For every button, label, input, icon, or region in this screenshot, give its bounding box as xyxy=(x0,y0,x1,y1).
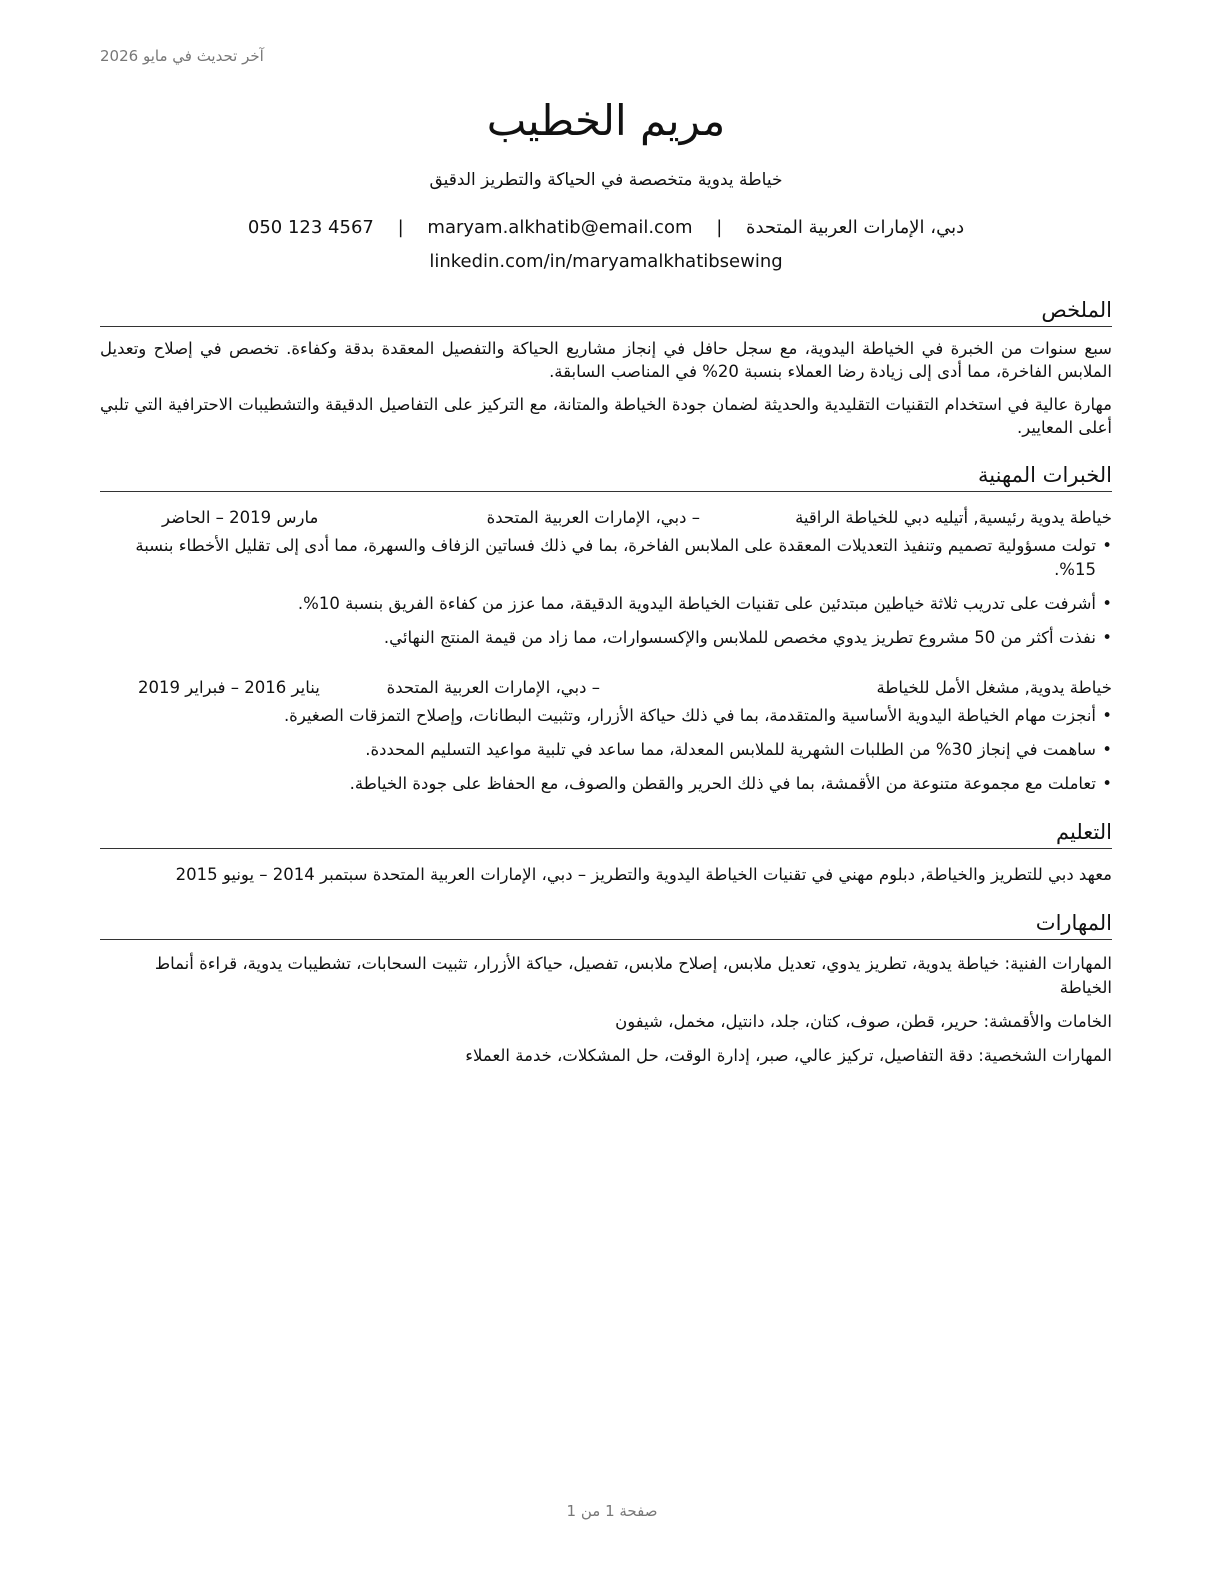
job-location: – دبي، الإمارات العربية المتحدة xyxy=(486,508,700,527)
summary-paragraph: مهارة عالية في استخدام التقنيات التقليدية والحديثة لضمان جودة الخياطة والمتانة، مع التركيز على التفاصيل الدقيقة والتشطيبات الاحترافية التي تلبي أعلى المعايير. xyxy=(100,395,1112,437)
job-bullet: • نفذت أكثر من 50 مشروع تطريز يدوي مخصص للملابس والإكسسوارات، مما زاد من قيمة المنتج النهائي. xyxy=(100,626,1112,650)
page-number: صفحة 1 من 1 xyxy=(566,1502,658,1520)
contact-separator: | xyxy=(397,217,404,238)
job-bullet: • تعاملت مع مجموعة متنوعة من الأقمشة، بما في ذلك الحرير والقطن والصوف، مع الحفاظ على جودة الخياطة. xyxy=(100,772,1112,796)
job-bullet: • أنجزت مهام الخياطة اليدوية الأساسية والمتقدمة، بما في ذلك حياكة الأزرار، وتثبيت البطانات، وإصلاح التمزقات الصغيرة. xyxy=(100,704,1112,728)
job-entry xyxy=(100,506,1112,650)
resume-content xyxy=(100,92,1112,1068)
experience-section xyxy=(100,461,1112,796)
contact-phone: 050 123 4567 xyxy=(247,217,374,238)
job-dates: يناير 2016 – فبراير 2019 xyxy=(138,678,320,697)
summary-paragraph: سبع سنوات من الخبرة في الخياطة اليدوية، مع سجل حافل في إنجاز مشاريع الحياكة والتفصيل المعقدة بدقة وكفاءة. تخصص في إصلاح وتعديل الملابس الفاخرة، مما أدى إلى زيادة رضا العملاء بنسبة 20% في المناصب السابقة. xyxy=(100,339,1112,381)
education-section xyxy=(100,818,1112,887)
section-title-experience: الخبرات المهنية xyxy=(100,461,1112,492)
skills-line: الخامات والأقمشة: حرير، قطن، صوف، كتان، جلد، دانتيل، مخمل، شيفون xyxy=(615,1012,1112,1031)
job-bullet: • ساهمت في إنجاز 30% من الطلبات الشهرية للملابس المعدلة، مما ساعد في تلبية مواعيد التسليم المحددة. xyxy=(100,738,1112,762)
job-dates: مارس 2019 – الحاضر xyxy=(162,508,319,527)
contact-separator: | xyxy=(716,217,723,238)
job-title: خياطة يدوية رئيسية, أتيليه دبي للخياطة الراقية xyxy=(795,508,1112,527)
last-updated-note: آخر تحديث في مايو 2026 xyxy=(100,47,264,65)
section-title-skills: المهارات xyxy=(100,909,1112,940)
candidate-headline: خياطة يدوية متخصصة في الحياكة والتطريز الدقيق xyxy=(429,170,783,190)
job-bullets xyxy=(100,704,1112,796)
section-title-summary: الملخص xyxy=(100,296,1112,327)
job-location: – دبي، الإمارات العربية المتحدة xyxy=(386,678,600,697)
job-header xyxy=(100,506,1112,530)
contact-line xyxy=(100,216,1112,240)
education-entry: معهد دبي للتطريز والخياطة, دبلوم مهني في تقنيات الخياطة اليدوية والتطريز – دبي، الإمارات العربية المتحدة سبتمبر 2014 – يونيو 2015 xyxy=(175,865,1112,884)
job-title: خياطة يدوية, مشغل الأمل للخياطة xyxy=(876,678,1112,697)
job-entry xyxy=(100,676,1112,796)
summary-section xyxy=(100,296,1112,439)
skills-line: المهارات الفنية: خياطة يدوية، تطريز يدوي، تعديل ملابس، إصلاح ملابس، تفصيل، حياكة الأزرار، تثبيت السحابات، تشطيبات يدوية، قراءة أنماط الخياطة xyxy=(154,954,1112,997)
job-bullet: • أشرفت على تدريب ثلاثة خياطين مبتدئين على تقنيات الخياطة اليدوية الدقيقة، مما عزز من كفاءة الفريق بنسبة 10%. xyxy=(100,592,1112,616)
section-title-education: التعليم xyxy=(100,818,1112,849)
job-bullet: • تولت مسؤولية تصميم وتنفيذ التعديلات المعقدة على الملابس الفاخرة، بما في ذلك فساتين الزفاف والسهرة، مما أدى إلى تقليل الأخطاء بنسبة 15%. xyxy=(100,534,1112,582)
contact-location: دبي، الإمارات العربية المتحدة xyxy=(746,217,965,238)
skills-line: المهارات الشخصية: دقة التفاصيل، تركيز عالي، صبر، إدارة الوقت، حل المشكلات، خدمة العملاء xyxy=(465,1046,1112,1065)
contact-linkedin[interactable]: linkedin.com/in/maryamalkhatibsewing xyxy=(429,251,783,272)
candidate-name: مريم الخطيب xyxy=(486,96,726,145)
job-header xyxy=(100,676,1112,700)
skills-section xyxy=(100,909,1112,1068)
contact-email[interactable]: maryam.alkhatib@email.com xyxy=(427,217,693,238)
job-bullets xyxy=(100,534,1112,650)
